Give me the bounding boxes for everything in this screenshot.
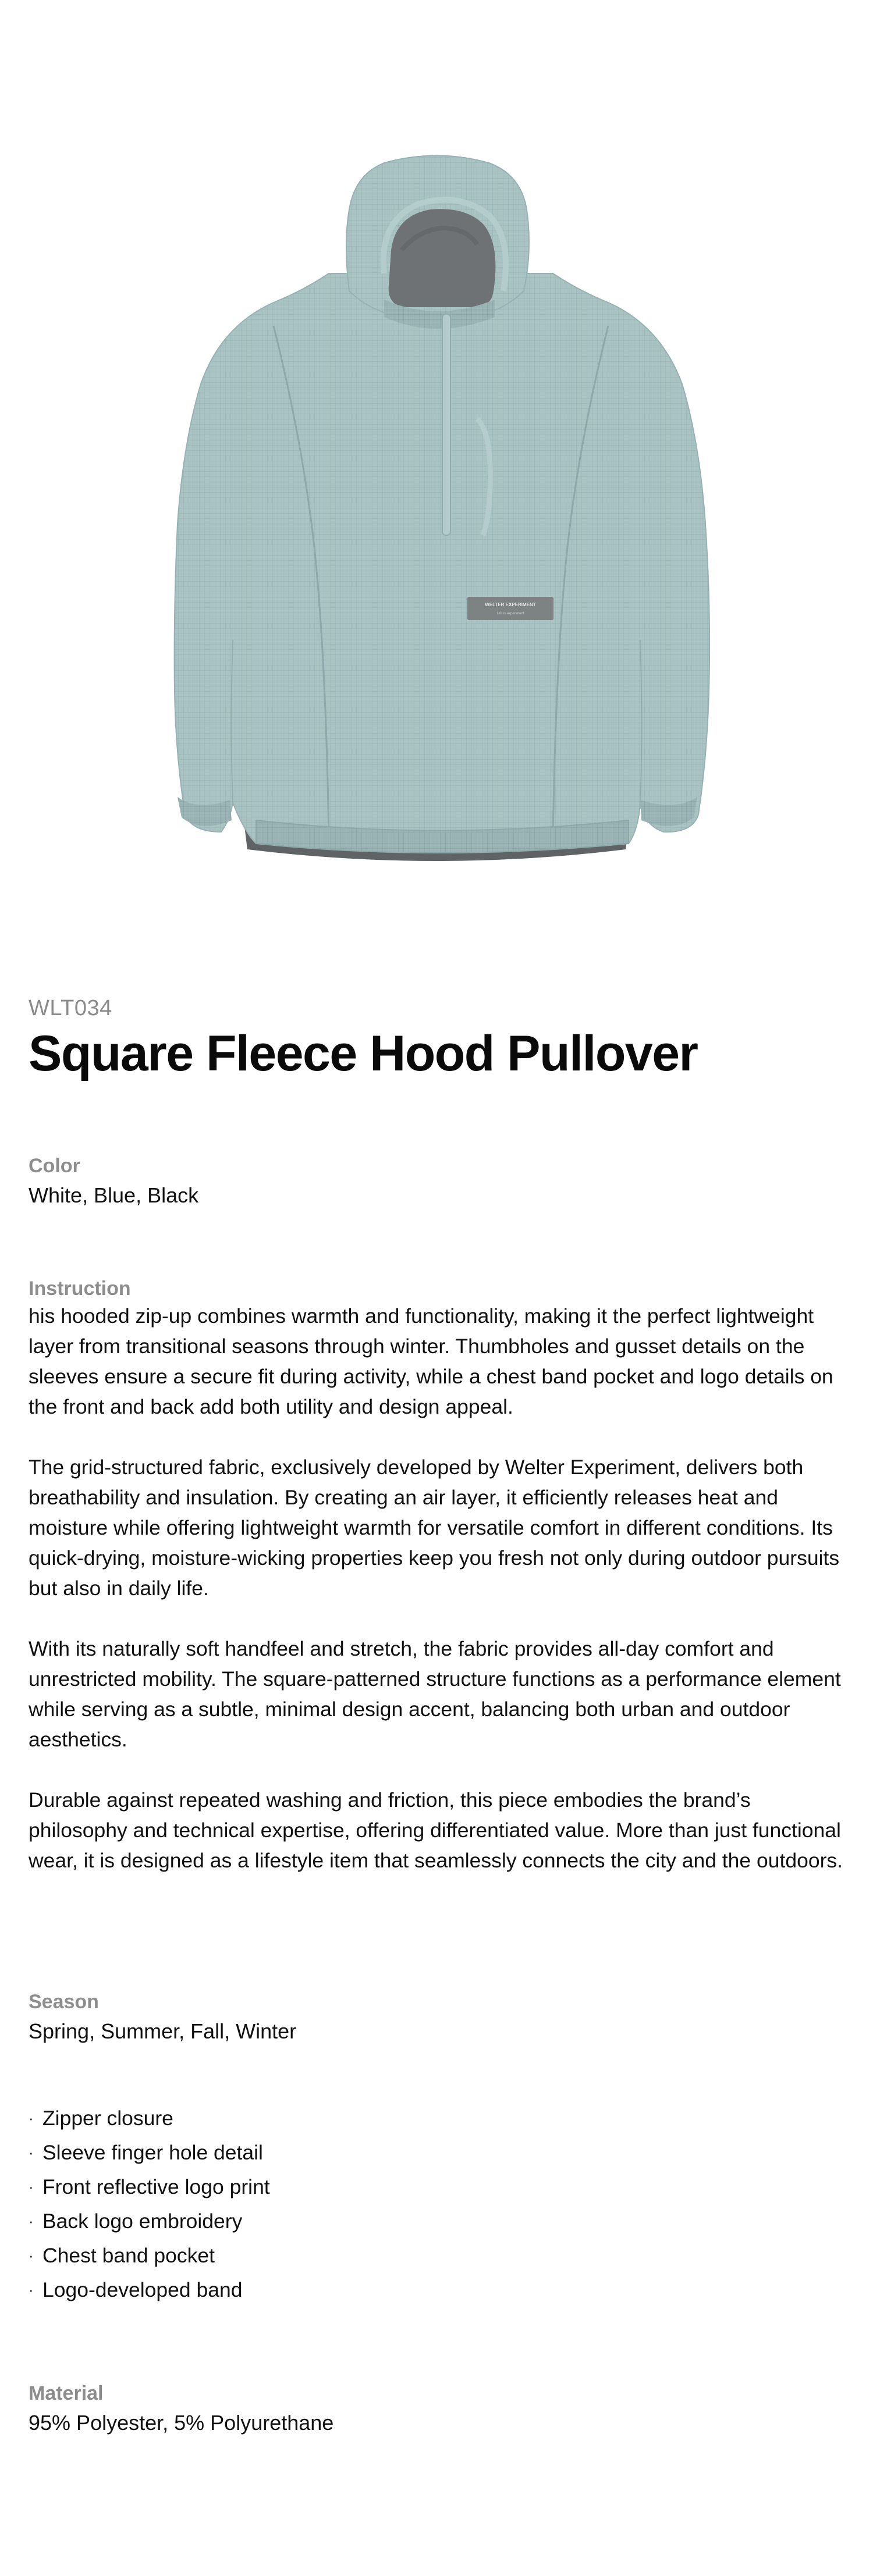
bullet-icon: · — [29, 2247, 34, 2264]
logo-patch-text: WELTER EXPERIMENT — [485, 602, 536, 607]
list-item: · Zipper closure — [29, 2101, 270, 2136]
list-item: · Logo-developed band — [29, 2273, 270, 2307]
product-title: Square Fleece Hood Pullover — [29, 1026, 698, 1081]
season-label: Season — [29, 1991, 99, 2013]
list-item: · Front reflective logo print — [29, 2170, 270, 2204]
color-label: Color — [29, 1155, 80, 1177]
instruction-paragraph: The grid-structured fabric, exclusively developed by Welter Experiment, delivers both breathability and insulation. By creating an air layer, it efficiently releases heat and moisture while offering lightweight warmth for versatile comfort in different conditions. Its quick-drying, moisture-wicking properties keep you fresh not only during outdoor pursuits but also in daily life. — [29, 1456, 840, 1600]
instruction-paragraph: With its naturally soft handfeel and stretch, the fabric provides all-day comfort and unrestricted mobility. The square-patterned structure functions as a performance element while serving as a subtle, minimal design accent, balancing both urban and outdoor aesthetics. — [29, 1637, 841, 1751]
bullet-icon: · — [29, 2144, 34, 2161]
color-value: White, Blue, Black — [29, 1183, 199, 1207]
product-code: WLT034 — [29, 996, 112, 1020]
logo-patch-subtext: Life is experiment — [496, 612, 524, 615]
instruction-label: Instruction — [29, 1278, 131, 1300]
product-image — [0, 0, 873, 966]
list-item: · Chest band pocket — [29, 2239, 270, 2273]
list-item: · Back logo embroidery — [29, 2204, 270, 2239]
bullet-icon: · — [29, 2212, 34, 2230]
logo-patch — [467, 597, 553, 620]
season-value: Spring, Summer, Fall, Winter — [29, 2019, 297, 2043]
bullet-icon: · — [29, 2178, 34, 2196]
bullet-icon: · — [29, 2281, 34, 2299]
material-value: 95% Polyester, 5% Polyurethane — [29, 2411, 334, 2435]
list-item: · Sleeve finger hole detail — [29, 2136, 270, 2170]
instruction-paragraph: Durable against repeated washing and friction, this piece embodies the brand’s philosophy and technical expertise, offering differentiated value. More than just functional wear, it is designed as a lifestyle item that seamlessly connects the city and the outdoors. — [29, 1788, 843, 1872]
instruction-text — [29, 1301, 855, 1906]
hoodie-illustration — [0, 0, 873, 966]
instruction-paragraph: his hooded zip-up combines warmth and functionality, making it the perfect lightweight layer from transitional seasons through winter. Thumbholes and gusset details on the sleeves ensure a secure fit during activity, while a chest band pocket and logo details on the front and back add both utility and design appeal. — [29, 1304, 833, 1418]
bullet-icon: · — [29, 2109, 34, 2127]
material-label: Material — [29, 2382, 104, 2404]
hood-lining — [389, 209, 496, 307]
feature-list — [29, 2101, 270, 2307]
